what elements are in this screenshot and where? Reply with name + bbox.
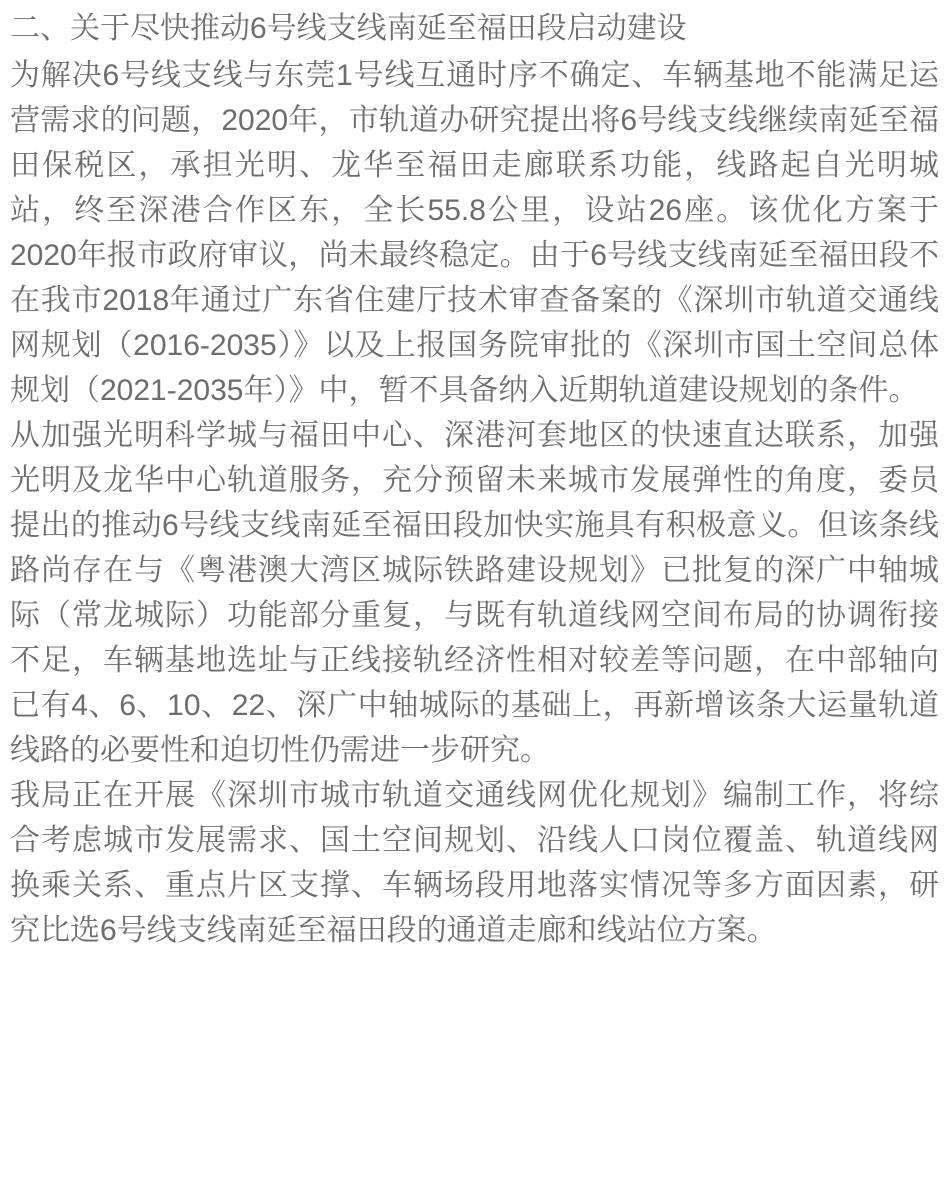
- paragraph-1: 为解决6号线支线与东莞1号线互通时序不确定、车辆基地不能满足运营需求的问题，2020年，市轨道办研究提出将6号线支线继续南延至福田保税区，承担光明、龙华至福田走廊联系功能，线路起自光明城站，终至深港合作区东，全长55.8公里，设站26座。该优化方案于2020年报市政府审议，尚未最终稳定。由于6号线支线南延至福田段不在我市2018年通过广东省住建厅技术审查备案的《深圳市轨道交通线网规划（2016-2035）》以及上报国务院审批的《深圳市国土空间总体规划（2021-2035年）》中，暂不具备纳入近期轨道建设规划的条件。: [10, 59, 939, 407]
- paragraph-2: 从加强光明科学城与福田中心、深港河套地区的快速直达联系，加强光明及龙华中心轨道服务，充分预留未来城市发展弹性的角度，委员提出的推动6号线支线南延至福田段加快实施具有积极意义。但该条线路尚存在与《粤港澳大湾区城际铁路建设规划》已批复的深广中轴城际（常龙城际）功能部分重复，与既有轨道线网空间布局的协调衔接不足，车辆基地选址与正线接轨经济性相对较差等问题，在中部轴向已有4、6、10、22、深广中轴城际的基础上，再新增该条大运量轨道线路的必要性和迫切性仍需进一步研究。: [10, 419, 939, 767]
- paragraph-3: 我局正在开展《深圳市城市轨道交通线网优化规划》编制工作，将综合考虑城市发展需求、国土空间规划、沿线人口岗位覆盖、轨道线网换乘关系、重点片区支撑、车辆场段用地落实情况等多方面因素，研究比选6号线支线南延至福田段的通道走廊和线站位方案。: [10, 779, 939, 947]
- section-heading: 二、关于尽快推动6号线支线南延至福田段启动建设: [10, 12, 687, 45]
